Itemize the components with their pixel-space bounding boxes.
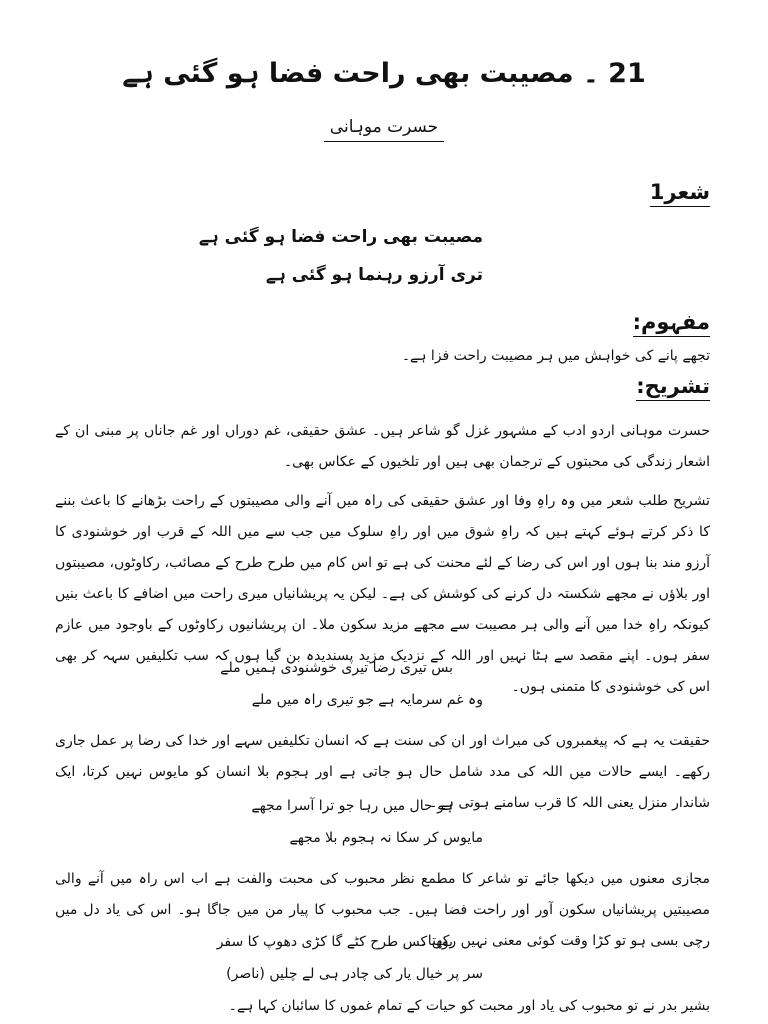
author-name [0, 116, 768, 142]
author-label: حسرت موہانی [324, 116, 444, 142]
couplet-line-1: مصیبت بھی راحت فضا ہو گئی ہے [198, 227, 483, 247]
verse-2-line-1: ہر حال میں رہا جو ترا آسرا مجھے [251, 798, 453, 814]
tashreeh-paragraph-4: مجازی معنوں میں دیکھا جائے تو شاعر کا مطمع نظر محبوب کی محبت والفت ہے اب اس راہ میں آنے والی مصیبتیں پریشانیاں سکون آور اور راحت فضا ہیں۔ جب محبوب کا پیار من میں جاگا ہو۔ اس کی یاد دل میں رچی بسی ہو تو کڑا وقت کوئی معنی نہیں رکھتا۔ [55, 871, 710, 949]
tashreeh-paragraph-1: حسرت موہانی اردو ادب کے مشہور غزل گو شاعر ہیں۔ عشق حقیقی، غم دوراں اور غم جاناں پر مبنی ان کے اشعار زندگی کی محبتوں کے ترجمان بھی ہیں اور تلخیوں کے عکاس بھی۔ [55, 423, 710, 470]
sher-heading: شعر1 [650, 180, 710, 207]
verse-2-line-2: مایوس کر سکا نہ ہجوم بلا مجھے [289, 830, 483, 846]
page-title: 21 ۔ مصیبت بھی راحت فضا ہو گئی ہے [122, 58, 646, 89]
verse-3-line-1: یوں کس طرح کٹے گا کڑی دھوپ کا سفر [216, 934, 453, 950]
tashreeh-paragraph-2: تشریح طلب شعر میں وہ راہِ وفا اور عشق حقیقی کی راہ میں آنے والی مصیبتوں کے راحت بڑھانے کا باعث بننے کا ذکر کرتے ہوئے کہتے ہیں کہ راہِ شوق میں اور راہِ سلوک میں جب سے میں اللہ کے قرب اور خوشنودی کا آرزو مند بنا ہوں اور اس کی رضا کے لئے محنت کی ہے تو اس کام میں طرح طرح کے مصائب، رکاوٹوں، مصیبتوں اور بلاؤں نے مجھے شکستہ دل کرنے کی کوشش کی ہے۔ لیکن یہ پریشانیاں میری راحت میں اضافے کا باعث بنیں کیونکہ راہِ خدا میں آنے والی ہر مصیبت سے مجھے مزید سکون ملا۔ ان پریشانیوں رکاوٹوں کے باوجود میں عازم سفر ہوں۔ اپنے مقصد سے ہٹا نہیں اور اللہ کے نزدیک مزید پسندیدہ بن گیا ہوں کہ سب تکلیفیں سہہ کر بھی اس کی خوشنودی کا متمنی ہوں۔ [55, 493, 710, 695]
couplet-line-2: تری آرزو رہنما ہو گئی ہے [265, 265, 483, 285]
verse-3-line-2: سر پر خیال یار کی چادر ہی لے چلیں (ناصر) [226, 966, 483, 982]
tashreeh-paragraph-5: بشیر بدر نے تو محبوب کی یاد اور محبت کو حیات کے تمام غموں کا سائبان کہا ہے۔ [228, 998, 710, 1014]
tashreeh-heading: تشریح: [636, 374, 710, 401]
mafhoom-text: تجھے پانے کی خواہش میں ہر مصیبت راحت فزا ہے۔ [401, 348, 710, 364]
verse-1-line-1: بس تیری رضا تیری خوشنودی ہمیں ملے [220, 660, 453, 676]
verse-1-line-2: وہ غم سرمایہ ہے جو تیری راہ میں ملے [251, 692, 483, 708]
mafhoom-heading: مفہوم: [633, 310, 710, 337]
tashreeh-paragraph-3: حقیقت یہ ہے کہ پیغمبروں کی میراث اور ان کی سنت ہے کہ انسان تکلیفیں سہے اور خدا کی رضا پر عمل جاری رکھے۔ ایسے حالات میں اللہ کی مدد شامل حال ہو جاتی ہے اور ہجوم بلا انسان کو مایوس نہیں کرتا، ایک شاندار منزل یعنی اللہ کا قرب سامنے ہوتی ہے۔ [55, 733, 710, 811]
